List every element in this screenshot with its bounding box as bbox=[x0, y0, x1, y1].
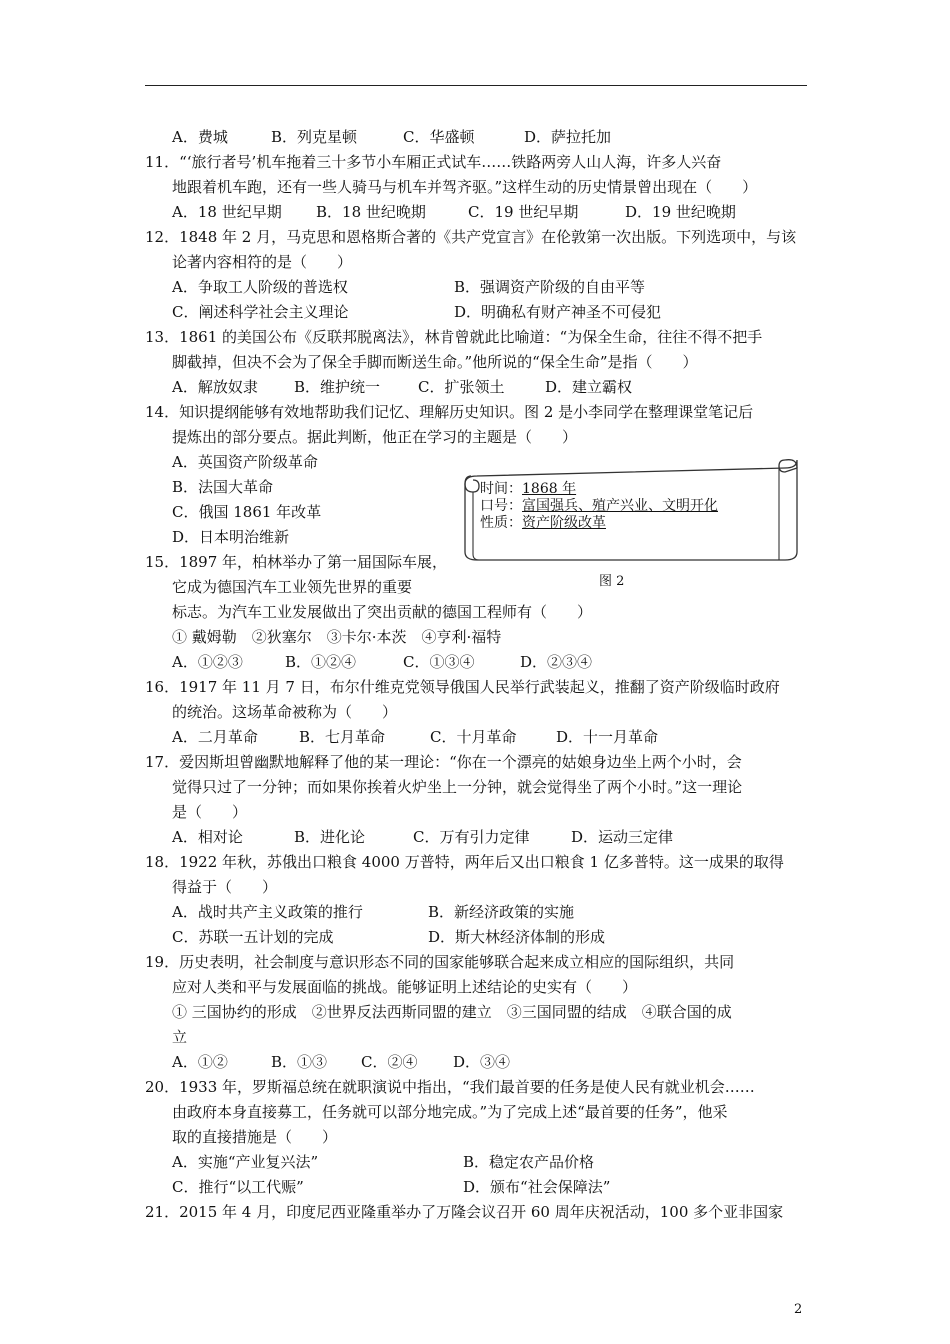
option-c: C．华盛顿 bbox=[403, 128, 475, 146]
question-text: 提炼出的部分要点。据此判断，他正在学习的主题是（ ） bbox=[172, 428, 578, 446]
question-items: ① 三国协约的形成 ②世界反法西斯同盟的建立 ③三国同盟的结成 ④联合国的成 bbox=[172, 1003, 732, 1021]
question-text: 是（ ） bbox=[172, 803, 248, 821]
question-text: 应对人类和平与发展面临的挑战。能够证明上述结论的史实有（ ） bbox=[172, 978, 638, 996]
question-text: 12．1848 年 2 月，马克思和恩格斯合著的《共产党宣言》在伦敦第一次出版。下列选项中，与该 bbox=[145, 228, 797, 246]
option-d: D．运动三定律 bbox=[571, 828, 674, 846]
option-c: C．扩张领土 bbox=[418, 378, 505, 396]
option-a: A．①②③ bbox=[172, 653, 243, 671]
option-d: D．建立霸权 bbox=[545, 378, 633, 396]
option-a: A．战时共产主义政策的推行 bbox=[172, 903, 363, 921]
option-d: D．19 世纪晚期 bbox=[625, 203, 736, 221]
option-c: C．万有引力定律 bbox=[413, 828, 530, 846]
question-text: 14．知识提纲能够有效地帮助我们记忆、理解历史知识。图 2 是小李同学在整理课堂笔记后 bbox=[145, 403, 754, 421]
question-text: 11．“‘旅行者号’机车拖着三十多节小车厢正式试车……铁路两旁人山人海，许多人兴奋 bbox=[145, 153, 722, 171]
option-b: B．①③ bbox=[271, 1053, 328, 1071]
option-d: D．十一月革命 bbox=[556, 728, 659, 746]
figure-time-value: 1868 年 bbox=[522, 481, 577, 497]
question-text: 觉得只过了一分钟；而如果你挨着火炉坐上一分钟，就会觉得坐了两个小时。”这一理论 bbox=[172, 778, 743, 796]
question-text: 得益于（ ） bbox=[172, 878, 278, 896]
question-text: 的统治。这场革命被称为（ ） bbox=[172, 703, 398, 721]
figure-slogan-value: 富国强兵、殖产兴业、文明开化 bbox=[522, 498, 718, 514]
figure-caption: 图 2 bbox=[599, 574, 625, 589]
header-rule bbox=[145, 85, 807, 86]
option-a: A．二月革命 bbox=[172, 728, 258, 746]
option-b: B．强调资产阶级的自由平等 bbox=[454, 278, 646, 296]
option-a: A．①② bbox=[172, 1053, 228, 1071]
option-c: C．俄国 1861 年改革 bbox=[172, 503, 322, 521]
option-b: B．进化论 bbox=[294, 828, 366, 846]
figure-nature: 性质：资产阶级改革 bbox=[480, 515, 606, 531]
question-text: 标志。为汽车工业发展做出了突出贡献的德国工程师有（ ） bbox=[172, 603, 593, 621]
question-text: 脚截掉，但决不会为了保全手脚而断送生命。”他所说的“保全生命”是指（ ） bbox=[172, 353, 698, 371]
option-d: D．日本明治维新 bbox=[172, 528, 290, 546]
question-text: 21．2015 年 4 月，印度尼西亚隆重举办了万隆会议召开 60 周年庆祝活动，100 多个亚非国家 bbox=[145, 1203, 784, 1221]
question-text: 论著内容相符的是（ ） bbox=[172, 253, 353, 271]
option-d: D．明确私有财产神圣不可侵犯 bbox=[454, 303, 662, 321]
question-text: 地跟着机车跑，还有一些人骑马与机车并驾齐驱。”这样生动的历史情景曾出现在（ ） bbox=[172, 178, 758, 196]
option-d: D．颁布“社会保障法” bbox=[463, 1178, 611, 1196]
option-b: B．法国大革命 bbox=[172, 478, 274, 496]
option-a: A．费城 bbox=[172, 128, 228, 146]
option-c: C．十月革命 bbox=[430, 728, 517, 746]
option-d: D．斯大林经济体制的形成 bbox=[428, 928, 606, 946]
question-text: 16．1917 年 11 月 7 日，布尔什维克党领导俄国人民举行武装起义，推翻了资产阶级临时政府 bbox=[145, 678, 780, 696]
option-a: A．英国资产阶级革命 bbox=[172, 453, 318, 471]
question-text: 15．1897 年，柏林举办了第一届国际车展， bbox=[145, 553, 448, 571]
option-b: B．稳定农产品价格 bbox=[463, 1153, 595, 1171]
figure-2-scroll bbox=[463, 456, 799, 566]
option-a: A．相对论 bbox=[172, 828, 243, 846]
option-a: A．争取工人阶级的普选权 bbox=[172, 278, 348, 296]
option-a: A．实施“产业复兴法” bbox=[172, 1153, 319, 1171]
option-c: C．苏联一五计划的完成 bbox=[172, 928, 334, 946]
question-text: 取的直接措施是（ ） bbox=[172, 1128, 338, 1146]
option-b: B．①②④ bbox=[285, 653, 357, 671]
option-c: C．阐述科学社会主义理论 bbox=[172, 303, 349, 321]
question-items: ① 戴姆勒 ②狄塞尔 ③卡尔·本茨 ④亨利·福特 bbox=[172, 628, 502, 646]
option-c: C．①③④ bbox=[403, 653, 475, 671]
question-text: 由政府本身直接募工，任务就可以部分地完成。”为了完成上述“最首要的任务”，他采 bbox=[172, 1103, 728, 1121]
page-number: 2 bbox=[794, 1302, 803, 1317]
option-b: B．列克星顿 bbox=[271, 128, 358, 146]
option-d: D．萨拉托加 bbox=[524, 128, 612, 146]
option-d: D．③④ bbox=[453, 1053, 511, 1071]
option-b: B．新经济政策的实施 bbox=[428, 903, 575, 921]
figure-time: 时间：1868 年 bbox=[480, 481, 577, 497]
figure-slogan: 口号：富国强兵、殖产兴业、文明开化 bbox=[480, 498, 718, 514]
option-c: C．②④ bbox=[361, 1053, 418, 1071]
question-items: 立 bbox=[172, 1028, 188, 1046]
question-text: 17．爱因斯坦曾幽默地解释了他的某一理论：“你在一个漂亮的姑娘身边坐上两个小时，会 bbox=[145, 753, 742, 771]
option-a: A．18 世纪早期 bbox=[172, 203, 282, 221]
question-text: 13．1861 的美国公布《反联邦脱离法》，林肯曾就此比喻道：“为保全生命，往往不得不把手 bbox=[145, 328, 763, 346]
figure-nature-value: 资产阶级改革 bbox=[522, 515, 606, 531]
option-a: A．解放奴隶 bbox=[172, 378, 258, 396]
question-text: 18．1922 年秋，苏俄出口粮食 4000 万普特，两年后又出口粮食 1 亿多普特。这一成果的取得 bbox=[145, 853, 784, 871]
option-b: B．维护统一 bbox=[294, 378, 381, 396]
option-b: B．18 世纪晚期 bbox=[316, 203, 426, 221]
option-c: C．19 世纪早期 bbox=[468, 203, 579, 221]
option-b: B．七月革命 bbox=[299, 728, 386, 746]
question-text: 19．历史表明，社会制度与意识形态不同的国家能够联合起来成立相应的国际组织，共同 bbox=[145, 953, 735, 971]
option-d: D．②③④ bbox=[520, 653, 593, 671]
question-text: 20．1933 年，罗斯福总统在就职演说中指出，“我们最首要的任务是使人民有就业机会…… bbox=[145, 1078, 755, 1096]
question-text: 它成为德国汽车工业领先世界的重要 bbox=[172, 578, 413, 596]
option-c: C．推行“以工代赈” bbox=[172, 1178, 304, 1196]
